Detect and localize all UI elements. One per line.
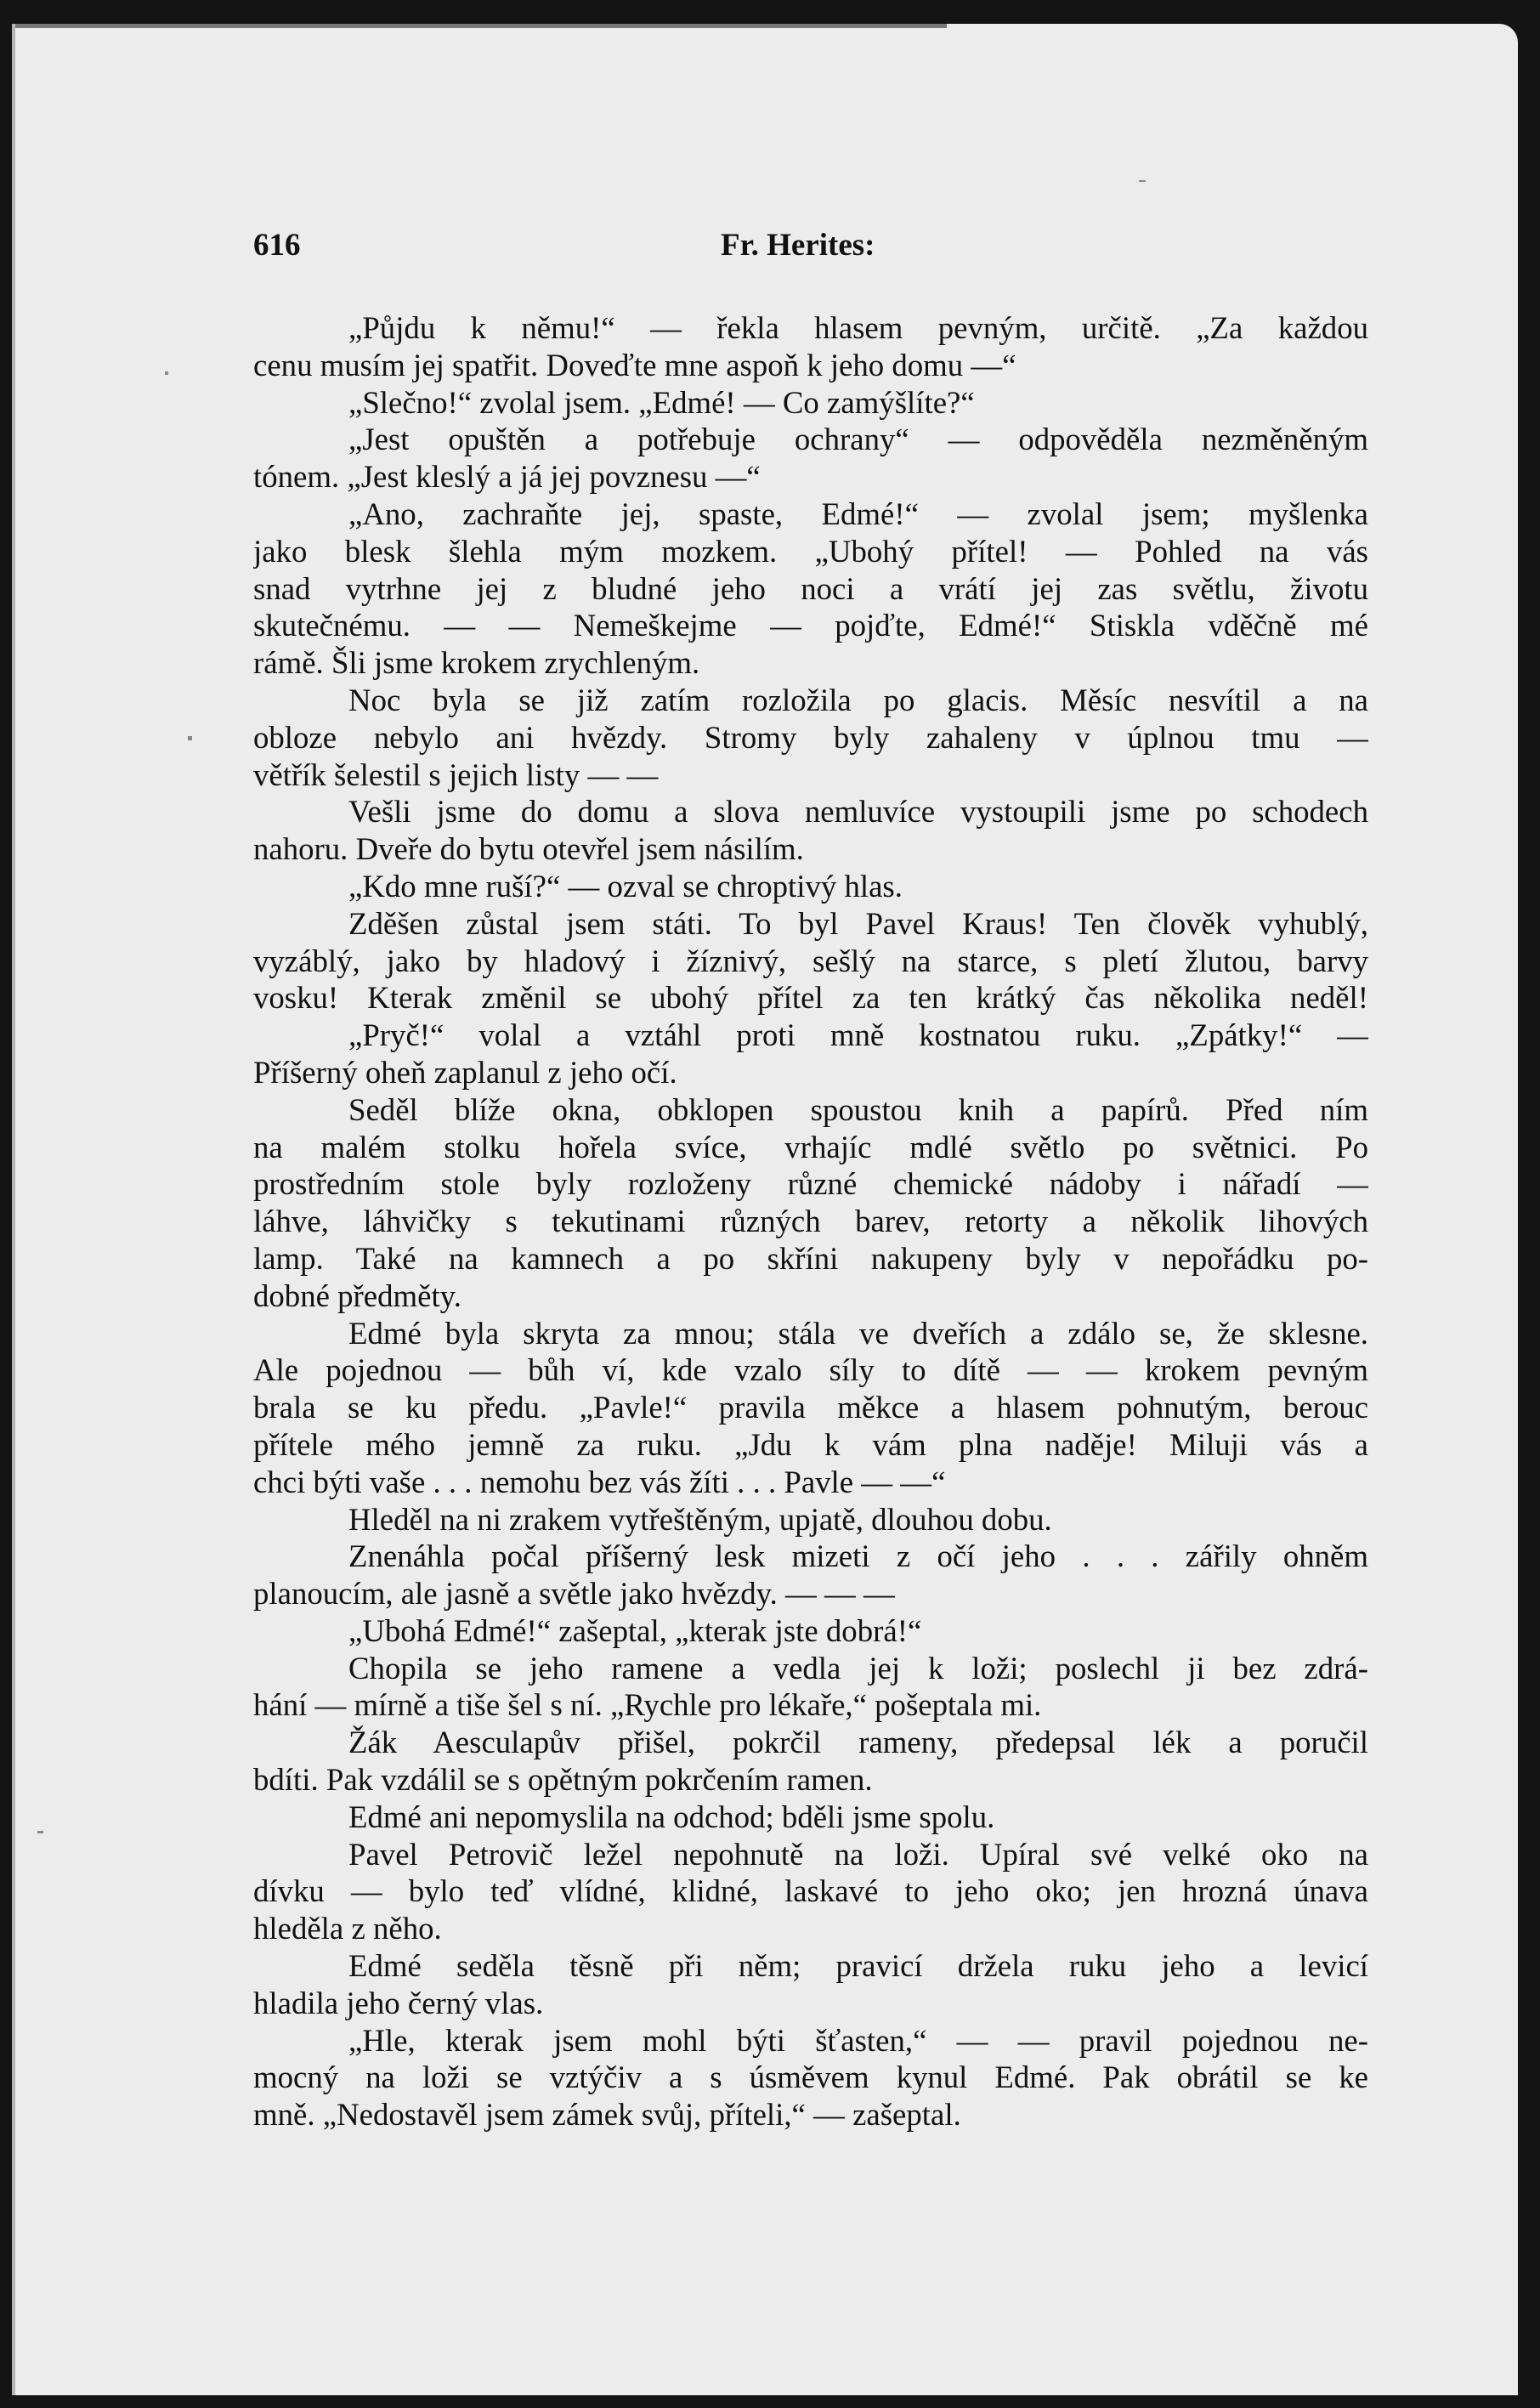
text-line: mocný na loži se vztýčiv a s úsměvem kynul Edmé. Pak obrátil se ke	[253, 2060, 1368, 2095]
running-head: Fr. Herites:	[721, 228, 875, 263]
top-edge-line	[12, 24, 947, 28]
text-line: Hleděl na ni zrakem vytřeštěným, upjatě, dlouhou dobu.	[348, 1501, 1052, 1537]
text-line: hladila jeho černý vlas.	[253, 1985, 544, 2020]
text-line: Vešli jsme do domu a slova nemluvíce vystoupili jsme po schodech	[348, 794, 1368, 830]
text-line: nahoru. Dveře do bytu otevřel jsem násilím.	[253, 831, 804, 867]
text-line: chci býti vaše . . . nemohu bez vás žíti . . . Pavle — —“	[253, 1464, 946, 1499]
text-line: „Slečno!“ zvolal jsem. „Edmé! — Co zamýšlíte?“	[348, 384, 975, 420]
body-text	[253, 309, 1368, 2133]
text-line: Edmé byla skryta za mnou; stála ve dveřích a zdálo se, že sklesne.	[348, 1315, 1368, 1351]
text-line: „Kdo mne ruší?“ — ozval se chroptivý hlas.	[348, 868, 903, 904]
text-line: „Půjdu k němu!“ — řekla hlasem pevným, určitě. „Za každou	[348, 310, 1368, 345]
page-left-edge	[12, 24, 15, 2395]
text-line: Žák Aesculapův přišel, pokrčil rameny, předepsal lék a poručil	[348, 1725, 1368, 1760]
text-line: Noc byla se již zatím rozložila po glacis. Měsíc nesvítil a na	[348, 682, 1368, 717]
margin-speck	[37, 1831, 43, 1833]
text-line: hání — mírně a tiše šel s ní. „Rychle pro lékaře,“ pošeptala mi.	[253, 1687, 1042, 1723]
text-line: rámě. Šli jsme krokem zrychleným.	[253, 645, 700, 681]
text-line: dívku — bylo teď vlídné, klidné, laskavé to jeho oko; jen hrozná únava	[253, 1873, 1368, 1909]
text-line: vosku! Kterak změnil se ubohý přítel za ten krátký čas několika neděl!	[253, 980, 1368, 1016]
text-line: skutečnému. — — Nemeškejme — pojďte, Edmé!“ Stiskla vděčně mé	[253, 608, 1368, 643]
text-line: snad vytrhne jej z bludné jeho noci a vrátí jej zas světlu, životu	[253, 570, 1368, 606]
text-line: cenu musím jej spatřit. Doveďte mne aspoň k jeho domu —“	[253, 347, 1016, 382]
text-line: Seděl blíže okna, obklopen spoustou knih a papírů. Před ním	[348, 1091, 1368, 1127]
text-line: Ale pojednou — bůh ví, kde vzalo síly to dítě — — krokem pevným	[253, 1352, 1368, 1388]
margin-speck	[165, 371, 168, 375]
text-line: „Hle, kterak jsem mohl býti šťasten,“ — — pravil pojednou ne-	[348, 2022, 1368, 2058]
text-line: Znenáhla počal příšerný lesk mizeti z očí jeho . . . zářily ohněm	[348, 1538, 1368, 1574]
text-line: jako blesk šlehla mým mozkem. „Ubohý přítel! — Pohled na vás	[253, 533, 1368, 569]
text-line: lamp. Také na kamnech a po skříni nakupeny byly v nepořádku po-	[253, 1240, 1368, 1276]
text-line: Edmé seděla těsně při něm; pravicí držela ruku jeho a levicí	[348, 1948, 1368, 1984]
text-line: přítele mého jemně za ruku. „Jdu k vám plna naděje! Miluji vás a	[253, 1426, 1368, 1462]
text-line: brala se ku předu. „Pavle!“ pravila měkce a hlasem pohnutým, berouc	[253, 1390, 1368, 1425]
text-line: tónem. „Jest kleslý a já jej povznesu —“	[253, 459, 761, 495]
text-line: prostředním stole byly rozloženy různé chemické nádoby i nářadí —	[253, 1166, 1368, 1202]
text-line: Chopila se jeho ramene a vedla jej k loži; poslechl ji bez zdrá-	[348, 1650, 1368, 1686]
text-line: vyzáblý, jako by hladový i žíznivý, sešlý na starce, s pletí žlutou, barvy	[253, 943, 1368, 978]
text-line: „Jest opuštěn a potřebuje ochrany“ — odpověděla nezměněným	[348, 422, 1368, 457]
text-line: Edmé ani nepomyslila na odchod; bděli jsme spolu.	[348, 1799, 995, 1834]
text-line: mně. „Nedostavěl jsem zámek svůj, příteli,“ — zašeptal.	[253, 2097, 961, 2133]
text-line: Pavel Petrovič ležel nepohnutě na loži. Upíral své velké oko na	[348, 1836, 1368, 1872]
text-line: „Ano, zachraňte jej, spaste, Edmé!“ — zvolal jsem; myšlenka	[348, 496, 1368, 531]
text-line: „Pryč!“ volal a vztáhl proti mně kostnatou ruku. „Zpátky!“ —	[348, 1017, 1368, 1053]
book-page	[12, 24, 1518, 2395]
text-line: bdíti. Pak vzdálil se s opětným pokrčením ramen.	[253, 1762, 873, 1798]
text-line: Zděšen zůstal jsem státi. To byl Pavel Kraus! Ten člověk vyhublý,	[348, 905, 1368, 941]
text-line: láhve, láhvičky s tekutinami různých barev, retorty a několik lihových	[253, 1204, 1368, 1239]
margin-speck	[1139, 180, 1146, 182]
text-line: „Ubohá Edmé!“ zašeptal, „kterak jste dobrá!“	[348, 1612, 922, 1648]
text-line: Příšerný oheň zaplanul z jeho očí.	[253, 1054, 677, 1090]
text-line: větřík šelestil s jejich listy — —	[253, 756, 659, 792]
text-line: obloze nebylo ani hvězdy. Stromy byly zahaleny v úplnou tmu —	[253, 719, 1368, 755]
text-line: planoucím, ale jasně a světle jako hvězdy. — — —	[253, 1576, 895, 1612]
text-line: dobné předměty.	[253, 1278, 461, 1313]
page-number: 616	[253, 228, 301, 263]
text-line: na malém stolku hořela svíce, vrhajíc mdlé světlo po světnici. Po	[253, 1129, 1368, 1164]
text-line: hleděla z něho.	[253, 1911, 442, 1946]
page-header	[12, 227, 1518, 264]
margin-speck	[188, 736, 192, 740]
